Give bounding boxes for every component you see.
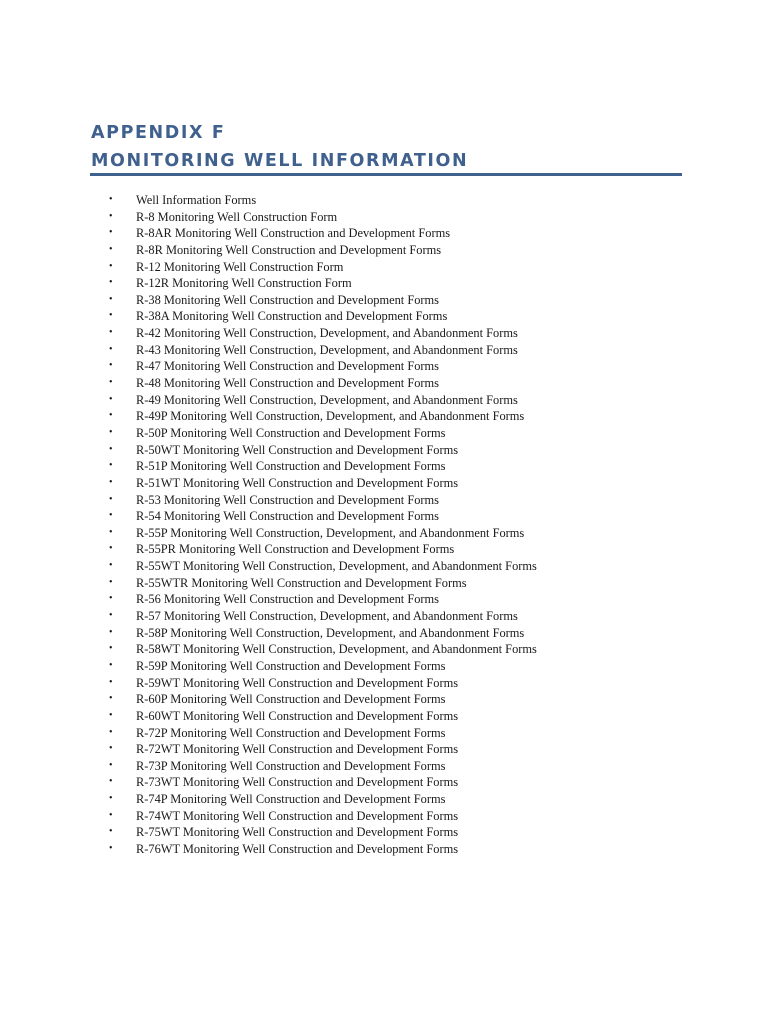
bullet-icon: • xyxy=(109,610,113,622)
list-item-label: R-74WT Monitoring Well Construction and Development Forms xyxy=(136,808,459,823)
bullet-icon: • xyxy=(109,210,113,222)
list-item-label: R-72P Monitoring Well Construction and Development Forms xyxy=(136,725,446,740)
list-item-label: R-55WTR Monitoring Well Construction and Development Forms xyxy=(136,575,467,590)
list-item-label: R-49P Monitoring Well Construction, Development, and Abandonment Forms xyxy=(136,409,525,424)
bullet-icon: • xyxy=(109,809,113,821)
bullet-icon: • xyxy=(109,243,113,255)
bullet-icon: • xyxy=(109,659,113,671)
list-item-label: R-42 Monitoring Well Construction, Development, and Abandonment Forms xyxy=(136,326,518,341)
list-item-label: R-50WT Monitoring Well Construction and Development Forms xyxy=(136,442,459,457)
bullet-icon: • xyxy=(109,743,113,755)
list-item-label: R-51P Monitoring Well Construction and Development Forms xyxy=(136,459,446,474)
list-item-label: R-72WT Monitoring Well Construction and Development Forms xyxy=(136,742,459,757)
bullet-icon: • xyxy=(109,826,113,838)
bullet-icon: • xyxy=(109,626,113,638)
bullet-icon: • xyxy=(109,776,113,788)
list-item-label: R-55PR Monitoring Well Construction and Development Forms xyxy=(136,542,455,557)
bullet-icon: • xyxy=(109,194,113,205)
list-item-label: R-59P Monitoring Well Construction and Development Forms xyxy=(136,658,446,673)
bullet-icon: • xyxy=(109,526,113,538)
bullet-icon: • xyxy=(109,543,113,555)
bullet-icon: • xyxy=(109,576,113,588)
list-item-label: R-43 Monitoring Well Construction, Development, and Abandonment Forms xyxy=(136,342,518,357)
list-item-label: R-73P Monitoring Well Construction and Development Forms xyxy=(136,758,446,773)
bullet-icon: • xyxy=(109,476,113,488)
list-item-label: R-60WT Monitoring Well Construction and Development Forms xyxy=(136,708,459,723)
list-item-label: R-74P Monitoring Well Construction and Development Forms xyxy=(136,792,446,807)
list-item-label: R-51WT Monitoring Well Construction and Development Forms xyxy=(136,475,459,490)
bullet-icon: • xyxy=(109,676,113,688)
appendix-title: APPENDIX F xyxy=(91,123,226,143)
bullet-icon: • xyxy=(109,293,113,305)
bullet-icon: • xyxy=(109,377,113,389)
list-item-label: R-57 Monitoring Well Construction, Development, and Abandonment Forms xyxy=(136,609,518,624)
list-item-label: R-8 Monitoring Well Construction Form xyxy=(136,209,338,224)
bullet-icon: • xyxy=(109,277,113,289)
bullet-icon: • xyxy=(109,443,113,455)
bullet-icon: • xyxy=(109,343,113,355)
bullet-icon: • xyxy=(109,410,113,422)
bullet-icon: • xyxy=(109,426,113,438)
bullet-icon: • xyxy=(109,310,113,322)
appendix-heading xyxy=(91,119,691,175)
bullet-icon: • xyxy=(109,842,113,854)
bullet-icon: • xyxy=(109,560,113,572)
list-item-label: R-48 Monitoring Well Construction and Development Forms xyxy=(136,376,440,391)
bullet-icon: • xyxy=(109,643,113,655)
bullet-icon: • xyxy=(109,726,113,738)
list-item-label: R-8AR Monitoring Well Construction and Development Forms xyxy=(136,226,451,241)
bullet-icon: • xyxy=(109,460,113,472)
list-item-label: R-12R Monitoring Well Construction Form xyxy=(136,276,352,291)
list-item-label: R-58WT Monitoring Well Construction, Development, and Abandonment Forms xyxy=(136,642,537,657)
list-item-label: R-75WT Monitoring Well Construction and Development Forms xyxy=(136,825,459,840)
list-item-label: R-49 Monitoring Well Construction, Development, and Abandonment Forms xyxy=(136,392,518,407)
list-item-label: R-56 Monitoring Well Construction and Development Forms xyxy=(136,592,440,607)
bullet-icon: • xyxy=(109,360,113,372)
bullet-icon: • xyxy=(109,260,113,272)
list-item-label: R-76WT Monitoring Well Construction and Development Forms xyxy=(136,841,459,856)
list-item-label: R-60P Monitoring Well Construction and Development Forms xyxy=(136,692,446,707)
list-item-label: Well Information Forms xyxy=(136,193,257,207)
bullet-icon: • xyxy=(109,393,113,405)
list-item-label: R-38A Monitoring Well Construction and Development Forms xyxy=(136,309,448,324)
list-item-label: R-58P Monitoring Well Construction, Development, and Abandonment Forms xyxy=(136,625,525,640)
bullet-icon: • xyxy=(109,759,113,771)
list-item-label: R-54 Monitoring Well Construction and Development Forms xyxy=(136,509,440,524)
bullet-icon: • xyxy=(109,693,113,705)
bullet-icon: • xyxy=(109,793,113,805)
list-item-label: R-12 Monitoring Well Construction Form xyxy=(136,259,344,274)
bullet-icon: • xyxy=(109,227,113,239)
list-item-label: R-50P Monitoring Well Construction and Development Forms xyxy=(136,425,446,440)
list-item-label: R-59WT Monitoring Well Construction and Development Forms xyxy=(136,675,459,690)
heading-divider xyxy=(90,173,682,176)
list-item-label: R-8R Monitoring Well Construction and Development Forms xyxy=(136,242,442,257)
list-item-label: R-55WT Monitoring Well Construction, Development, and Abandonment Forms xyxy=(136,559,537,574)
list-item-label: R-55P Monitoring Well Construction, Development, and Abandonment Forms xyxy=(136,525,525,540)
bullet-icon: • xyxy=(109,493,113,505)
bullet-icon: • xyxy=(109,510,113,522)
list-item-label: R-73WT Monitoring Well Construction and Development Forms xyxy=(136,775,459,790)
bullet-icon: • xyxy=(109,593,113,605)
bullet-icon: • xyxy=(109,709,113,721)
bullet-icon: • xyxy=(109,327,113,339)
list-item-label: R-38 Monitoring Well Construction and Development Forms xyxy=(136,292,440,307)
appendix-subtitle: MONITORING WELL INFORMATION xyxy=(91,151,469,171)
list-item-label: R-47 Monitoring Well Construction and Development Forms xyxy=(136,359,440,374)
list-item-label: R-53 Monitoring Well Construction and Development Forms xyxy=(136,492,440,507)
